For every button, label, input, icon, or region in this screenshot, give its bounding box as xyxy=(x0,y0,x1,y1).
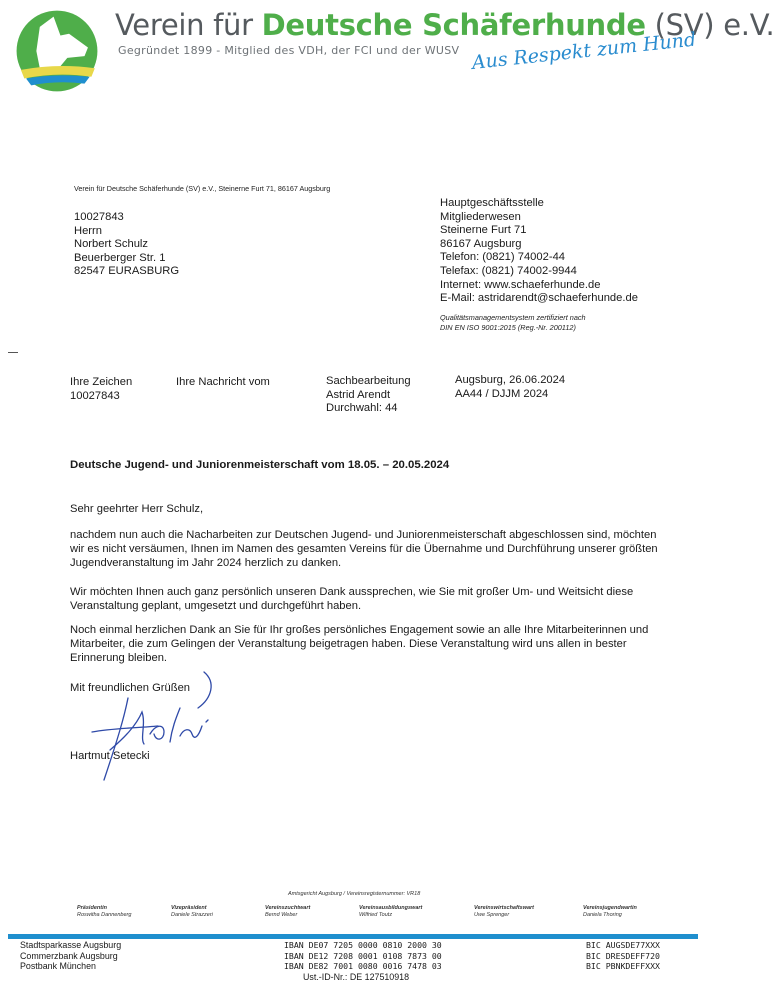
letter-date: Augsburg, 26.06.2024 xyxy=(455,374,566,386)
bank-name: Commerzbank Augsburg xyxy=(20,950,118,961)
fold-mark xyxy=(8,352,18,353)
org-title-highlight: Deutsche Schäferhunde xyxy=(261,8,646,42)
bic: BIC PBNKDEFFXXX xyxy=(586,961,660,972)
org-subtitle: Gegründet 1899 - Mitglied des VDH, der FCI und der WUSV xyxy=(118,44,460,57)
certification-line: DIN EN ISO 9001:2015 (Reg.-Nr. 200112) xyxy=(440,323,576,332)
office-fax: Telefax: (0821) 74002-9944 xyxy=(440,264,577,277)
recipient-line: Beuerberger Str. 1 xyxy=(74,251,166,264)
board-name: Roswitha Dannenberg xyxy=(77,912,132,918)
closing: Mit freundlichen Grüßen xyxy=(70,682,191,694)
ref-ihre-zeichen xyxy=(70,376,132,403)
board-name: Bernd Weber xyxy=(265,912,298,918)
ref-value: Durchwahl: 44 xyxy=(326,402,398,415)
office-line: 86167 Augsburg xyxy=(440,237,522,250)
office-email: E-Mail: astridarendt@schaeferhunde.de xyxy=(440,292,638,305)
registry-note: Amtsgericht Augsburg / Vereinsregisternummer: VR18 xyxy=(288,891,421,897)
board-name: Uwe Sprenger xyxy=(474,912,510,918)
board-role: Vereinsausbildungswart xyxy=(359,905,423,911)
org-title-suffix: (SV) e.V. xyxy=(645,8,774,42)
certification-note xyxy=(440,313,586,333)
recipient-line: Norbert Schulz xyxy=(74,238,148,251)
board-role: Vereinszuchtwart xyxy=(265,905,311,911)
body-paragraph: nachdem nun auch die Nacharbeiten zur Deutschen Jugend- und Juniorenmeisterschaft abgeschlossen sind, möchten wir es nicht versäumen, Ihnen im Namen des gesamten Vereins für die Übernahme und Durchführung unserer größten Jugendveranstaltung im Jahr 2024 herzlich zu danken. xyxy=(70,529,658,569)
bank-ibans xyxy=(284,940,442,972)
board-member xyxy=(77,905,131,919)
board-member xyxy=(265,905,310,919)
letter-reference-code: AA44 / DJJM 2024 xyxy=(455,387,549,400)
body-paragraph: Wir möchten Ihnen auch ganz persönlich unseren Dank aussprechen, wie Sie mit großer Um- und Weitsicht diese Veranstaltung geplant, umgesetzt und durchgeführt haben. xyxy=(70,586,634,612)
handwritten-signature xyxy=(84,668,224,788)
sender-return-address: Verein für Deutsche Schäferhunde (SV) e.V., Steinerne Furt 71, 86167 Augsburg xyxy=(74,184,331,193)
board-member xyxy=(583,905,637,919)
office-line: Hauptgeschäftsstelle xyxy=(440,197,544,209)
board-role: Vereinsjugendwartin xyxy=(583,905,637,911)
letter-subject: Deutsche Jugend- und Juniorenmeisterschaft vom 18.05. – 20.05.2024 xyxy=(70,459,450,471)
iban: IBAN DE82 7001 0080 0016 7478 03 xyxy=(284,961,442,972)
office-line: Mitgliederwesen xyxy=(440,210,521,223)
board-name: Daniela Thoring xyxy=(583,912,622,918)
board-name: Wilfried Toutz xyxy=(359,912,393,918)
bank-name: Stadtsparkasse Augsburg xyxy=(20,940,122,950)
signer-name: Hartmut Setecki xyxy=(70,750,150,762)
certification-line: Qualitätsmanagementsystem zertifiziert nach xyxy=(440,313,586,322)
ref-date xyxy=(455,374,565,401)
slogan: Aus Respekt zum Hund xyxy=(470,28,698,74)
office-phone: Telefon: (0821) 74002-44 xyxy=(440,251,566,264)
office-line: Steinerne Furt 71 xyxy=(440,224,527,237)
body-paragraph: Noch einmal herzlichen Dank an Sie für Ihr großes persönliches Engagement sowie an alle Ihre Mitarbeiterinnen und Mitarbeiter, die zum Gelingen der Veranstaltung beigetragen haben. Diese Veranstaltung wird uns allen in bester Erinnerung bleiben. xyxy=(70,624,649,664)
bic: BIC DRESDEFF720 xyxy=(586,950,660,961)
ref-ihre-nachricht xyxy=(176,376,270,390)
org-title-prefix: Verein für xyxy=(115,8,262,42)
bank-bics xyxy=(586,940,660,972)
bank-name: Postbank München xyxy=(20,961,96,972)
iban: IBAN DE07 7205 0000 0810 2000 30 xyxy=(284,940,442,950)
ref-sachbearbeitung xyxy=(326,375,411,416)
footer-divider xyxy=(8,934,698,939)
recipient-line: 10027843 xyxy=(74,211,124,223)
ref-label: Sachbearbeitung xyxy=(326,375,411,387)
board-member xyxy=(171,905,213,919)
board-member xyxy=(359,905,422,919)
ref-value: 10027843 xyxy=(70,389,120,402)
salutation: Sehr geehrter Herr Schulz, xyxy=(70,503,204,515)
board-role: Vizepräsident xyxy=(171,905,207,911)
recipient-line: Herrn xyxy=(74,224,102,237)
office-contact-block xyxy=(440,197,638,306)
shepherd-dog-head-logo xyxy=(14,8,100,94)
board-name: Daniele Strazzeri xyxy=(171,912,213,918)
ref-label: Ihre Zeichen xyxy=(70,376,133,388)
board-role: Vereinswirtschaftswart xyxy=(474,905,535,911)
board-role: Präsidentin xyxy=(77,905,107,911)
board-member xyxy=(474,905,534,919)
ref-value: Astrid Arendt xyxy=(326,388,391,401)
bic: BIC AUGSDE77XXX xyxy=(586,940,660,950)
recipient-line: 82547 EURASBURG xyxy=(74,265,180,278)
iban: IBAN DE12 7208 0001 0108 7873 00 xyxy=(284,950,442,961)
vat-id: Ust.-ID-Nr.: DE 127510918 xyxy=(303,972,410,982)
recipient-address xyxy=(74,211,179,279)
ref-label: Ihre Nachricht vom xyxy=(176,376,270,388)
office-website: Internet: www.schaeferhunde.de xyxy=(440,278,601,291)
bank-names xyxy=(20,940,121,972)
